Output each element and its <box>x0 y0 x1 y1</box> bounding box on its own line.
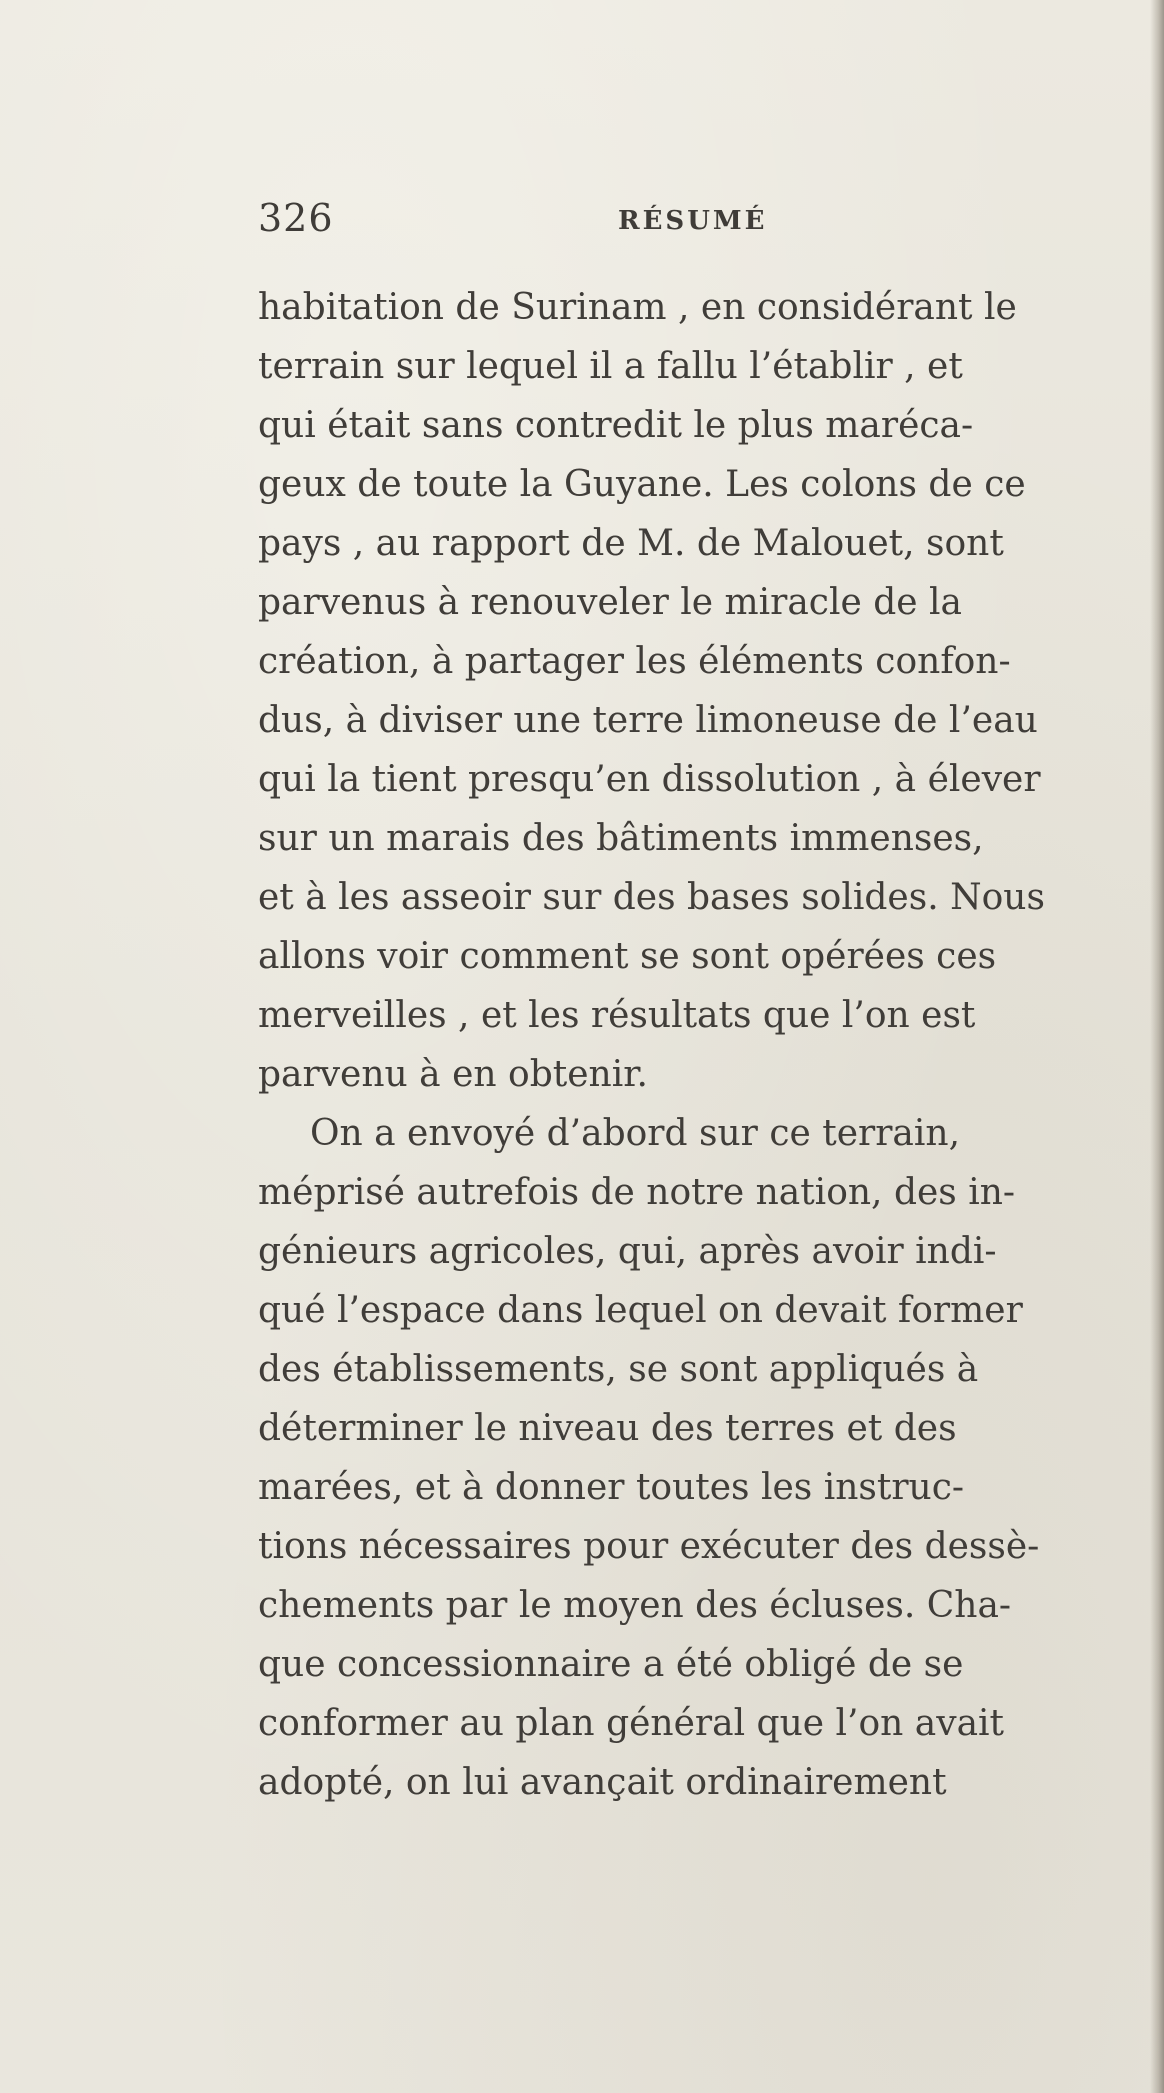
text-line: des établissements, se sont appliqués à <box>258 1349 979 1390</box>
text-line: déterminer le niveau des terres et des <box>258 1408 957 1449</box>
text-line: sur un marais des bâtiments immenses, <box>258 818 984 859</box>
text-line: habitation de Surinam , en considérant le <box>258 287 1017 328</box>
body-text <box>258 278 1132 1812</box>
running-head <box>258 196 1018 246</box>
running-title: RÉSUMÉ <box>618 206 768 236</box>
text-line: pays , au rapport de M. de Malouet, sont <box>258 523 1004 564</box>
text-line: adopté, on lui avançait ordinairement <box>258 1762 947 1803</box>
text-line: allons voir comment se sont opérées ces <box>258 936 997 977</box>
text-line: geux de toute la Guyane. Les colons de ce <box>258 464 1026 505</box>
text-line: terrain sur lequel il a fallu l’établir , et <box>258 346 963 387</box>
text-line: merveilles , et les résultats que l’on est <box>258 995 976 1036</box>
text-line: méprisé autrefois de notre nation, des in- <box>258 1172 1016 1213</box>
page-number: 326 <box>258 196 334 240</box>
text-line: tions nécessaires pour exécuter des dessè- <box>258 1526 1040 1567</box>
text-line: que concessionnaire a été obligé de se <box>258 1644 964 1685</box>
text-line: génieurs agricoles, qui, après avoir indi- <box>258 1231 997 1272</box>
text-line: création, à partager les éléments confon- <box>258 641 1011 682</box>
text-line: et à les asseoir sur des bases solides. Nous <box>258 877 1045 918</box>
text-line: parvenus à renouveler le miracle de la <box>258 582 963 623</box>
text-line: qui était sans contredit le plus maréca- <box>258 405 974 446</box>
paragraph-start-line: On a envoyé d’abord sur ce terrain, <box>310 1113 961 1154</box>
text-line: qui la tient presqu’en dissolution , à élever <box>258 759 1041 800</box>
page-binding-edge <box>1150 0 1164 2093</box>
text-line: chements par le moyen des écluses. Cha- <box>258 1585 1012 1626</box>
text-line: qué l’espace dans lequel on devait former <box>258 1290 1023 1331</box>
text-line: marées, et à donner toutes les instruc- <box>258 1467 965 1508</box>
text-line: conformer au plan général que l’on avait <box>258 1703 1005 1744</box>
text-line: dus, à diviser une terre limoneuse de l’eau <box>258 700 1038 741</box>
text-line: parvenu à en obtenir. <box>258 1054 648 1095</box>
